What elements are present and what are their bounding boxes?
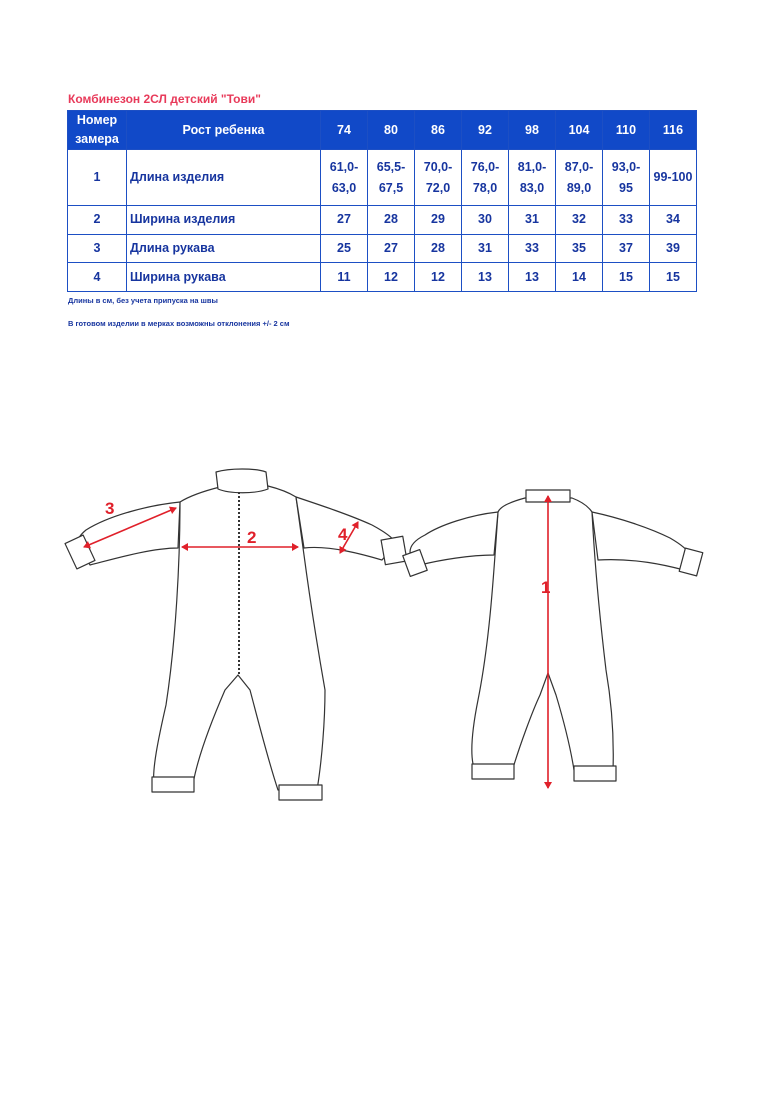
back-right-leg-cuff — [574, 766, 616, 781]
front-right-leg-cuff — [279, 785, 322, 800]
table-cell: 12 — [415, 263, 462, 292]
header-height: Рост ребенка — [127, 111, 321, 150]
table-cell: 13 — [462, 263, 509, 292]
row-name: Ширина изделия — [127, 206, 321, 235]
front-left-leg-cuff — [152, 777, 194, 792]
row-number: 4 — [68, 263, 127, 292]
table-cell: 27 — [368, 234, 415, 263]
table-cell: 15 — [650, 263, 697, 292]
cell-line: 63,0 — [331, 180, 357, 195]
header-size: 80 — [368, 111, 415, 150]
row-name: Длина рукава — [127, 234, 321, 263]
front-right-cuff — [381, 536, 407, 564]
cell-line: 81,0- — [517, 159, 547, 174]
header-size: 92 — [462, 111, 509, 150]
header-measure-number-line2: замера — [75, 132, 119, 146]
label-measure-2: 2 — [247, 528, 257, 547]
table-cell: 28 — [368, 206, 415, 235]
table-cell: 30 — [462, 206, 509, 235]
cell-line: 83,0 — [519, 180, 545, 195]
row-name: Длина изделия — [127, 150, 321, 206]
table-cell — [650, 150, 697, 206]
back-view — [403, 490, 703, 781]
row-number: 1 — [68, 150, 127, 206]
size-table — [67, 110, 697, 292]
table-cell: 35 — [556, 234, 603, 263]
table-row — [68, 206, 697, 235]
header-measure-number-line1: Номер — [76, 113, 118, 127]
cell-line: 93,0- — [611, 159, 641, 174]
cell-line: 65,5- — [376, 159, 406, 174]
note-seam-allowance: Длины в см, без учета припуска на швы — [68, 296, 218, 305]
cell-line: 87,0- — [564, 159, 594, 174]
table-cell: 12 — [368, 263, 415, 292]
table-cell: 15 — [603, 263, 650, 292]
table-cell: 31 — [462, 234, 509, 263]
header-measure-number — [68, 111, 127, 150]
header-size: 116 — [650, 111, 697, 150]
cell-line: 95 — [619, 180, 633, 195]
table-header-row — [68, 111, 697, 150]
table-row — [68, 263, 697, 292]
header-size: 74 — [321, 111, 368, 150]
front-collar — [216, 469, 268, 493]
table-cell: 29 — [415, 206, 462, 235]
label-measure-3: 3 — [105, 499, 115, 518]
table-cell: 39 — [650, 234, 697, 263]
table-cell: 13 — [509, 263, 556, 292]
table-cell: 11 — [321, 263, 368, 292]
table-cell — [415, 150, 462, 206]
cell-line: 76,0- — [470, 159, 500, 174]
table-cell — [368, 150, 415, 206]
cell-line: 61,0- — [329, 159, 359, 174]
row-number: 2 — [68, 206, 127, 235]
page-title: Комбинезон 2СЛ детский "Тови" — [68, 92, 261, 106]
table-cell — [321, 150, 368, 206]
table-cell: 33 — [603, 206, 650, 235]
cell-line: 89,0 — [566, 180, 592, 195]
row-number: 3 — [68, 234, 127, 263]
table-cell: 14 — [556, 263, 603, 292]
cell-line: 99-100 — [653, 170, 693, 184]
table-cell — [603, 150, 650, 206]
table-cell: 32 — [556, 206, 603, 235]
table-cell: 28 — [415, 234, 462, 263]
table-cell: 34 — [650, 206, 697, 235]
table-cell: 27 — [321, 206, 368, 235]
table-cell — [509, 150, 556, 206]
cell-line: 67,5 — [378, 180, 404, 195]
front-view — [65, 469, 407, 800]
table-cell: 25 — [321, 234, 368, 263]
back-left-sleeve — [410, 512, 498, 565]
table-cell — [462, 150, 509, 206]
table-cell: 33 — [509, 234, 556, 263]
back-left-leg-cuff — [472, 764, 514, 779]
header-size: 104 — [556, 111, 603, 150]
table-cell — [556, 150, 603, 206]
label-measure-1: 1 — [541, 578, 551, 597]
table-cell: 37 — [603, 234, 650, 263]
table-cell: 31 — [509, 206, 556, 235]
header-size: 86 — [415, 111, 462, 150]
jumpsuit-diagram — [0, 440, 762, 820]
back-right-sleeve — [592, 512, 690, 570]
row-name: Ширина рукава — [127, 263, 321, 292]
cell-line: 78,0 — [472, 180, 498, 195]
cell-line: 70,0- — [423, 159, 453, 174]
table-row — [68, 150, 697, 206]
header-size: 110 — [603, 111, 650, 150]
header-size: 98 — [509, 111, 556, 150]
note-tolerance: В готовом изделии в мерках возможны отклонения +/- 2 см — [68, 319, 290, 328]
cell-line: 72,0 — [425, 180, 451, 195]
label-measure-4: 4 — [338, 525, 348, 544]
table-row — [68, 234, 697, 263]
